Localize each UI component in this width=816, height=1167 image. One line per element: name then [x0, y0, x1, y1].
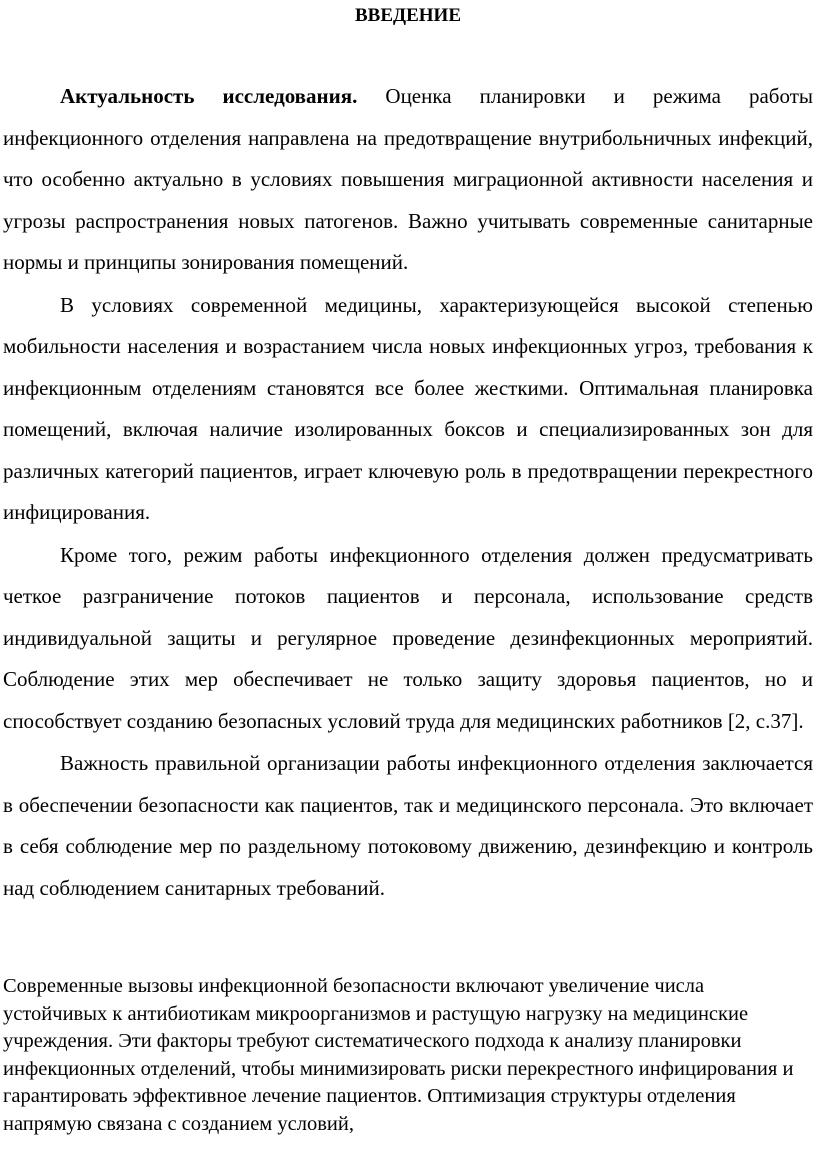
- relevance-heading: Актуальность исследования.: [60, 84, 358, 108]
- paragraph-challenges: Современные вызовы инфекционной безопасности включают увеличение числа устойчивых к антибиотикам микроорганизмов и растущую нагрузку на медицинские учреждения. Эти факторы требуют систематического подхода к анализу планировки инфекционных отделений, чтобы минимизировать риски перекрестного инфицирования и гарантировать эффективное лечение пациентов. Оптимизация структуры отделения напрямую связана с созданием условий,: [3, 975, 794, 1135]
- paragraph-work-mode: Кроме того, режим работы инфекционного отделения должен предусматривать четкое разграничение потоков пациентов и персонала, использование средств индивидуальной защиты и регулярное проведение дезинфекционных мероприятий. Соблюдение этих мер обеспечивает не только защиту здоровья пациентов, но и способствует созданию безопасных условий труда для медицинских работников [2, с.37].: [3, 542, 813, 733]
- paragraph-importance: Важность правильной организации работы инфекционного отделения заключается в обеспечении безопасности как пациентов, так и медицинского персонала. Это включает в себя соблюдение мер по раздельному потоковому движению, дезинфекцию и контроль над соблюдением санитарных требований.: [3, 751, 813, 900]
- page-title: ВВЕДЕНИЕ: [355, 5, 461, 26]
- paragraph-relevance-text: Оценка планировки и режима работы инфекционного отделения направлена на предотвращение внутрибольничных инфекций, что особенно актуально в условиях повышения миграционной активности населения и угрозы распространения новых патогенов. Важно учитывать современные санитарные нормы и принципы зонирования помещений.: [3, 84, 814, 274]
- main-text: [3, 76, 813, 909]
- paragraph-modern-medicine: В условиях современной медицины, характеризующейся высокой степенью мобильности населения и возрастанием числа новых инфекционных угроз, требования к инфекционным отделениям становятся все более жесткими. Оптимальная планировка помещений, включая наличие изолированных боксов и специализированных зон для различных категорий пациентов, играет ключевую роль в предотвращении перекрестного инфицирования.: [3, 292, 813, 524]
- paragraph-relevance: [3, 76, 813, 284]
- trailing-text: [3, 973, 813, 1139]
